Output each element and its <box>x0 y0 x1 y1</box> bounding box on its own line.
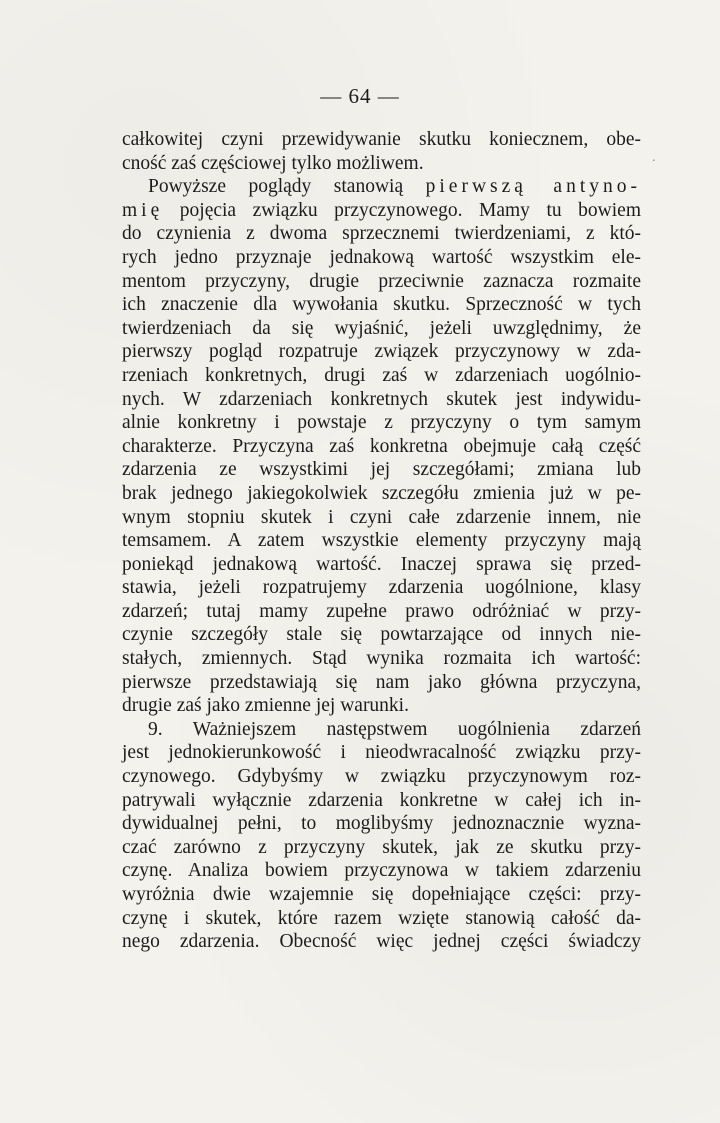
text-line: jest jednokierunkowość i nieodwracalność związku przy- <box>122 742 641 764</box>
text-line: temsamem. A zatem wszystkie elementy przyczyny mają <box>122 530 641 552</box>
text-line: pierwszy pogląd rozpatruje związek przyczynowy w zda- <box>122 341 641 363</box>
text-line: nego zdarzenia. Obecność więc jednej części świadczy <box>122 931 641 953</box>
text-line: rych jedno przyznaje jednakową wartość wszystkim ele- <box>122 246 641 268</box>
text-line: rzeniach konkretnych, drugi zaś w zdarzeniach uogólnio- <box>122 364 641 386</box>
text-line: stawia, jeżeli rozpatrujemy zdarzenia uogólnione, klasy <box>122 577 641 599</box>
text-line: stałych, zmiennych. Stąd wynika rozmaita ich wartość: <box>122 648 641 670</box>
text-line: patrywali wyłącznie zdarzenia konkretne w całej ich in- <box>122 789 641 811</box>
text-line: charakterze. Przyczyna zaś konkretna obejmuje całą część <box>122 435 641 457</box>
text-line: całkowitej czyni przewidywanie skutku koniecznem, obe- <box>122 129 641 150</box>
text-line: alnie konkretny i powstaje z przyczyny o tym samym <box>122 412 641 434</box>
emphasized-term: pierwszą antyno- <box>425 176 641 198</box>
text-run: Powyższe poglądy stanowią <box>148 176 426 198</box>
text-line: twierdzeniach da się wyjaśnić, jeżeli uwzględnimy, że <box>122 317 641 339</box>
text-line <box>122 199 641 223</box>
text-line: ich znaczenie dla wywołania skutku. Sprzeczność w tych <box>122 294 641 316</box>
page-number: — 64 — <box>320 84 400 108</box>
paragraph-3 <box>122 718 641 954</box>
body-text <box>122 128 641 954</box>
text-line: pierwsze przedstawiają się nam jako główna przyczyna, <box>122 671 641 693</box>
paragraph-1 <box>122 128 641 175</box>
text-line: wnym stopniu skutek i czyni całe zdarzenie innem, nie <box>122 506 641 528</box>
text-line: 9. Ważniejszem następstwem uogólnienia zdarzeń <box>148 718 641 740</box>
text-line: drugie zaś jako zmienne jej warunki. <box>122 695 409 717</box>
text-line: cność zaś częściowej tylko możliwem. <box>122 152 424 174</box>
margin-mark: . <box>652 150 656 165</box>
text-line: czynie szczegóły stale się powtarzające od innych nie- <box>122 624 641 646</box>
text-line: poniekąd jednakową wartość. Inaczej sprawa się przed- <box>122 553 641 575</box>
text-line: czynę. Analiza bowiem przyczynowa w takiem zdarzeniu <box>122 860 641 882</box>
text-line: czynę i skutek, które razem wzięte stanowią całość da- <box>122 907 641 929</box>
text-line: zdarzenia ze wszystkimi jej szczegółami; zmiana lub <box>122 459 641 481</box>
text-line: czynowego. Gdybyśmy w związku przyczynowym roz- <box>122 766 641 788</box>
text-line: dywidualnej pełni, to moglibyśmy jednoznacznie wyzna- <box>122 813 641 835</box>
text-line: wyróżnia dwie wzajemnie się dopełniające części: przy- <box>122 884 641 905</box>
text-line: nych. W zdarzeniach konkretnych skutek jest indywidu- <box>122 388 641 410</box>
text-line: do czynienia z dwoma sprzecznemi twierdzeniami, z któ- <box>122 223 641 245</box>
text-line: brak jednego jakiegokolwiek szczegółu zmienia już w pe- <box>122 482 641 504</box>
text-line <box>122 175 641 199</box>
text-line: czać zarówno z przyczyny skutek, jak ze skutku przy- <box>122 836 641 858</box>
emphasized-term: mię <box>122 199 164 221</box>
paragraph-2 <box>122 175 641 718</box>
text-run: pojęcia związku przyczynowego. Mamy tu bowiem <box>163 199 641 221</box>
text-line: mentom przyczyny, drugie przeciwnie zaznacza rozmaite <box>122 270 641 292</box>
text-line: zdarzeń; tutaj mamy zupełne prawo odróżniać w przy- <box>122 600 641 622</box>
